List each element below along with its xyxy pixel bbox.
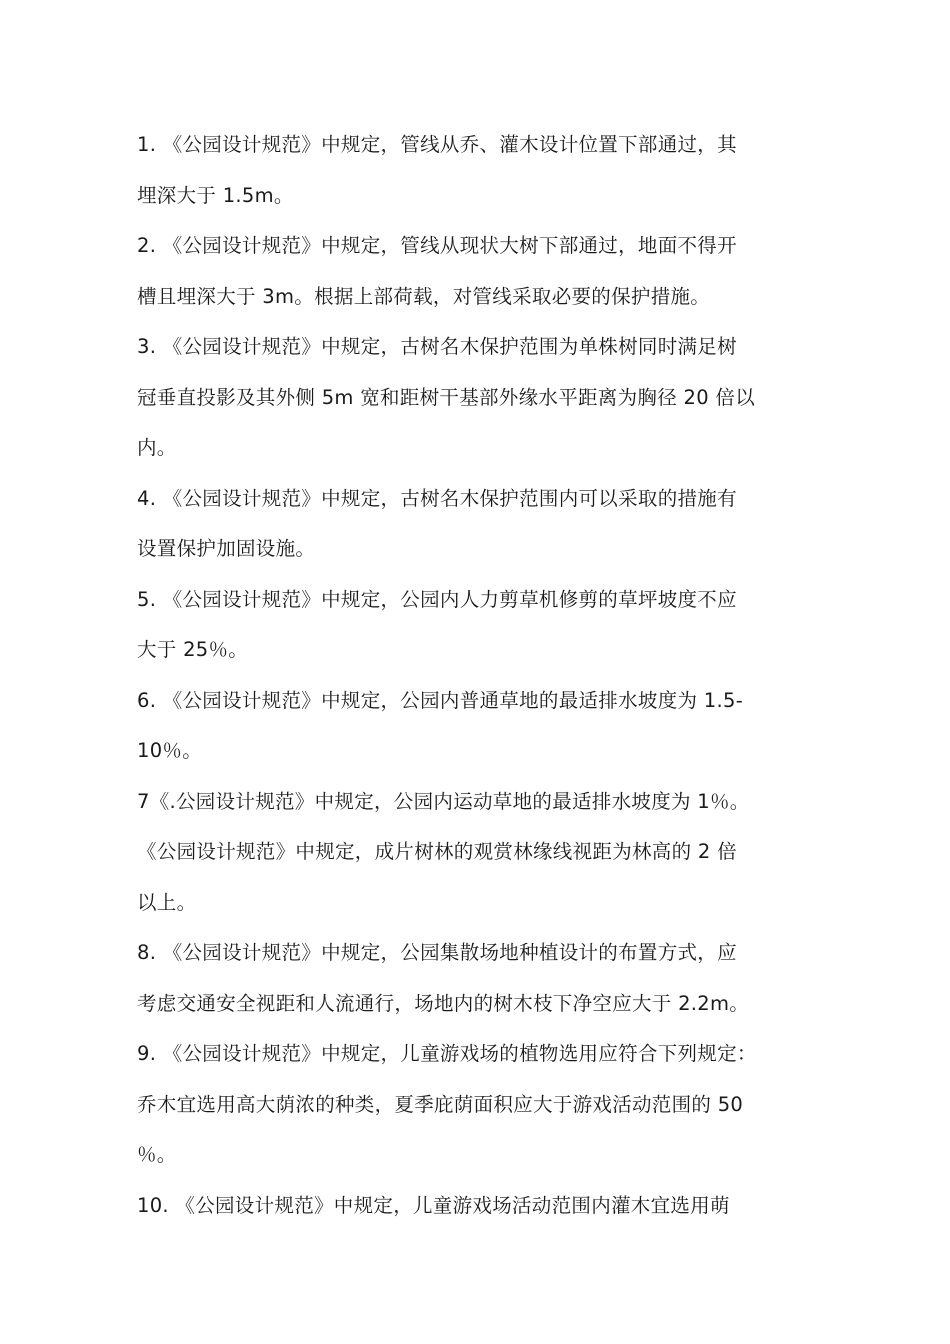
text-line: ％。 <box>137 1143 177 1166</box>
paragraph-2 <box>137 221 817 322</box>
text-line: 5. 《公园设计规范》中规定，公园内人力剪草机修剪的草坪坡度不应 <box>137 587 737 611</box>
paragraph-4 <box>137 474 817 575</box>
text-line: 《公园设计规范》中规定，成片树林的观赏林缘线视距为林高的 2 倍 <box>137 840 737 863</box>
text-line: 以上。 <box>137 890 197 914</box>
text-line: 9. 《公园设计规范》中规定，儿童游戏场的植物选用应符合下列规定： <box>137 1042 757 1065</box>
text-line: 大于 25％。 <box>137 638 249 661</box>
text-line: 内。 <box>137 436 177 459</box>
paragraph-3 <box>137 322 817 474</box>
text-line: 乔木宜选用高大荫浓的种类，夏季庇荫面积应大于游戏活动范围的 50 <box>137 1092 744 1116</box>
text-line: 7《.公园设计规范》中规定，公园内运动草地的最适排水坡度为 1％。 <box>137 789 750 813</box>
paragraph-5 <box>137 575 817 676</box>
text-line: 8. 《公园设计规范》中规定，公园集散场地种植设计的布置方式，应 <box>137 941 737 964</box>
paragraph-6 <box>137 676 817 777</box>
document-body <box>137 120 817 1231</box>
paragraph-10 <box>137 1181 817 1232</box>
text-line: 冠垂直投影及其外侧 5m 宽和距树干基部外缘水平距离为胸径 20 倍以 <box>137 385 756 409</box>
paragraph-9 <box>137 1029 817 1181</box>
text-line: 6. 《公园设计规范》中规定，公园内普通草地的最适排水坡度为 1.5- <box>137 688 744 712</box>
text-line: 4. 《公园设计规范》中规定，古树名木保护范围内可以采取的措施有 <box>137 486 737 510</box>
text-line: 槽且埋深大于 3m。根据上部荷载，对管线采取必要的保护措施。 <box>137 284 711 308</box>
text-line: 1. 《公园设计规范》中规定，管线从乔、灌木设计位置下部通过，其 <box>137 133 737 156</box>
text-line: 10. 《公园设计规范》中规定，儿童游戏场活动范围内灌木宜选用萌 <box>137 1193 730 1217</box>
paragraph-8 <box>137 928 817 1029</box>
text-line: 设置保护加固设施。 <box>137 537 316 560</box>
text-line: 3. 《公园设计规范》中规定，古树名木保护范围为单株树同时满足树 <box>137 335 737 358</box>
text-line: 考虑交通安全视距和人流通行，场地内的树木枝下净空应大于 2.2m。 <box>137 991 750 1015</box>
text-line: 2. 《公园设计规范》中规定，管线从现状大树下部通过，地面不得开 <box>137 234 737 257</box>
paragraph-7 <box>137 777 817 929</box>
text-line: 埋深大于 1.5m。 <box>137 183 294 207</box>
paragraph-1 <box>137 120 817 221</box>
text-line: 10％。 <box>137 739 203 762</box>
